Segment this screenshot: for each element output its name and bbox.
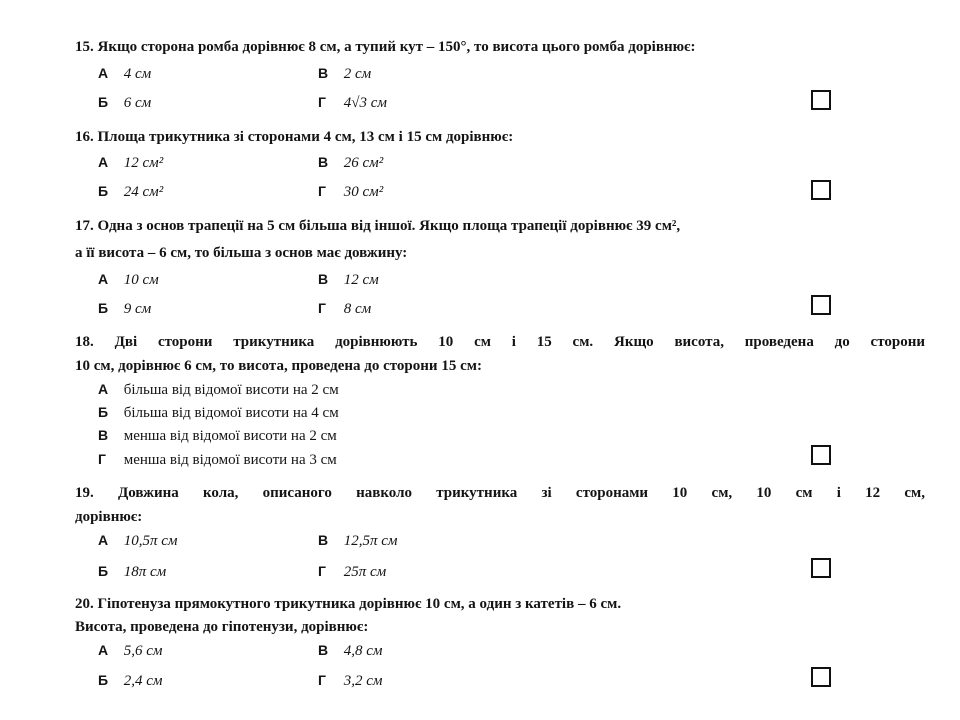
option-value: 24 см² bbox=[123, 184, 164, 200]
option-letter: Б bbox=[98, 300, 109, 316]
question-16-text: 16. Площа трикутника зі сторонами 4 см, 13 см і 15 см дорівнює: bbox=[75, 129, 514, 145]
option-letter: Г bbox=[98, 451, 106, 467]
option-letter: А bbox=[98, 532, 109, 548]
option-a[interactable] bbox=[98, 152, 163, 173]
option-letter: Г bbox=[318, 563, 326, 579]
option-v[interactable] bbox=[318, 269, 379, 290]
option-letter: А bbox=[98, 381, 109, 397]
option-value: 8 см bbox=[343, 301, 372, 317]
option-v[interactable] bbox=[318, 640, 382, 661]
option-value: 4√3 см bbox=[343, 95, 387, 111]
option-value: 12 см² bbox=[123, 155, 164, 171]
option-b[interactable] bbox=[98, 298, 151, 319]
option-letter: В bbox=[98, 427, 109, 443]
answer-checkbox[interactable] bbox=[811, 558, 831, 578]
option-g[interactable] bbox=[98, 449, 337, 470]
option-letter: А bbox=[98, 271, 109, 287]
option-g[interactable] bbox=[318, 92, 387, 113]
option-a[interactable] bbox=[98, 530, 178, 551]
option-letter: Б bbox=[98, 94, 109, 110]
option-value: 4,8 см bbox=[343, 643, 383, 659]
option-value: 12 см bbox=[343, 272, 379, 288]
option-letter: В bbox=[318, 65, 329, 81]
option-g[interactable] bbox=[318, 670, 382, 691]
option-letter: Г bbox=[318, 94, 326, 110]
option-value: 4 см bbox=[123, 66, 152, 82]
question-20-text-line2: Висота, проведена до гіпотенузи, дорівнює: bbox=[75, 619, 369, 635]
question-18-text-line1: 18. Дві сторони трикутника дорівнюють 10 см і 15 см. Якщо висота, проведена до сторони bbox=[75, 334, 925, 350]
option-b[interactable] bbox=[98, 181, 163, 202]
option-letter: В bbox=[318, 532, 329, 548]
option-value: 9 см bbox=[123, 301, 152, 317]
option-letter: В bbox=[318, 271, 329, 287]
option-value: 2 см bbox=[343, 66, 372, 82]
option-value: 10,5π см bbox=[123, 533, 178, 549]
option-value: менша від відомої висоти на 3 см bbox=[123, 452, 337, 468]
option-v[interactable] bbox=[98, 425, 337, 446]
option-value: більша від відомої висоти на 4 см bbox=[123, 405, 339, 421]
option-value: 30 см² bbox=[343, 184, 384, 200]
option-v[interactable] bbox=[318, 63, 371, 84]
answer-checkbox[interactable] bbox=[811, 180, 831, 200]
option-letter: А bbox=[98, 154, 109, 170]
question-17-text-line1: 17. Одна з основ трапеції на 5 см більша від іншої. Якщо площа трапеції дорівнює 39 см², bbox=[75, 218, 681, 234]
option-a[interactable] bbox=[98, 63, 151, 84]
question-17-text-line2: а її висота – 6 см, то більша з основ має довжину: bbox=[75, 245, 408, 261]
option-g[interactable] bbox=[318, 561, 386, 582]
option-letter: А bbox=[98, 65, 109, 81]
option-value: 2,4 см bbox=[123, 673, 163, 689]
option-value: 10 см bbox=[123, 272, 159, 288]
question-19-text-line1: 19. Довжина кола, описаного навколо трикутника зі сторонами 10 см, 10 см і 12 см, bbox=[75, 485, 925, 501]
option-value: 6 см bbox=[123, 95, 152, 111]
option-value: 25π см bbox=[343, 564, 387, 580]
option-g[interactable] bbox=[318, 298, 371, 319]
option-v[interactable] bbox=[318, 152, 383, 173]
option-letter: Г bbox=[318, 672, 326, 688]
option-value: 5,6 см bbox=[123, 643, 163, 659]
option-letter: Б bbox=[98, 563, 109, 579]
option-letter: Б bbox=[98, 183, 109, 199]
option-letter: Г bbox=[318, 183, 326, 199]
option-letter: Б bbox=[98, 404, 109, 420]
answer-checkbox[interactable] bbox=[811, 445, 831, 465]
option-value: 18π см bbox=[123, 564, 167, 580]
option-b[interactable] bbox=[98, 561, 166, 582]
option-value: 26 см² bbox=[343, 155, 384, 171]
answer-checkbox[interactable] bbox=[811, 667, 831, 687]
option-a[interactable] bbox=[98, 379, 339, 400]
option-a[interactable] bbox=[98, 269, 159, 290]
option-value: більша від відомої висоти на 2 см bbox=[123, 382, 339, 398]
option-a[interactable] bbox=[98, 640, 162, 661]
answer-checkbox[interactable] bbox=[811, 90, 831, 110]
option-b[interactable] bbox=[98, 402, 339, 423]
option-v[interactable] bbox=[318, 530, 398, 551]
option-b[interactable] bbox=[98, 92, 151, 113]
question-19-text-line2: дорівнює: bbox=[75, 509, 143, 525]
question-15-text: 15. Якщо сторона ромба дорівнює 8 см, а тупий кут – 150°, то висота цього ромба дорівнює: bbox=[75, 39, 696, 55]
option-value: 3,2 см bbox=[343, 673, 383, 689]
option-letter: Б bbox=[98, 672, 109, 688]
question-20-text-line1: 20. Гіпотенуза прямокутного трикутника дорівнює 10 см, а один з катетів – 6 см. bbox=[75, 596, 622, 612]
option-letter: В bbox=[318, 154, 329, 170]
option-letter: Г bbox=[318, 300, 326, 316]
option-g[interactable] bbox=[318, 181, 383, 202]
answer-checkbox[interactable] bbox=[811, 295, 831, 315]
option-value: 12,5π см bbox=[343, 533, 398, 549]
option-letter: В bbox=[318, 642, 329, 658]
option-b[interactable] bbox=[98, 670, 162, 691]
question-18-text-line2: 10 см, дорівнює 6 см, то висота, проведена до сторони 15 см: bbox=[75, 358, 482, 374]
option-letter: А bbox=[98, 642, 109, 658]
option-value: менша від відомої висоти на 2 см bbox=[123, 428, 337, 444]
